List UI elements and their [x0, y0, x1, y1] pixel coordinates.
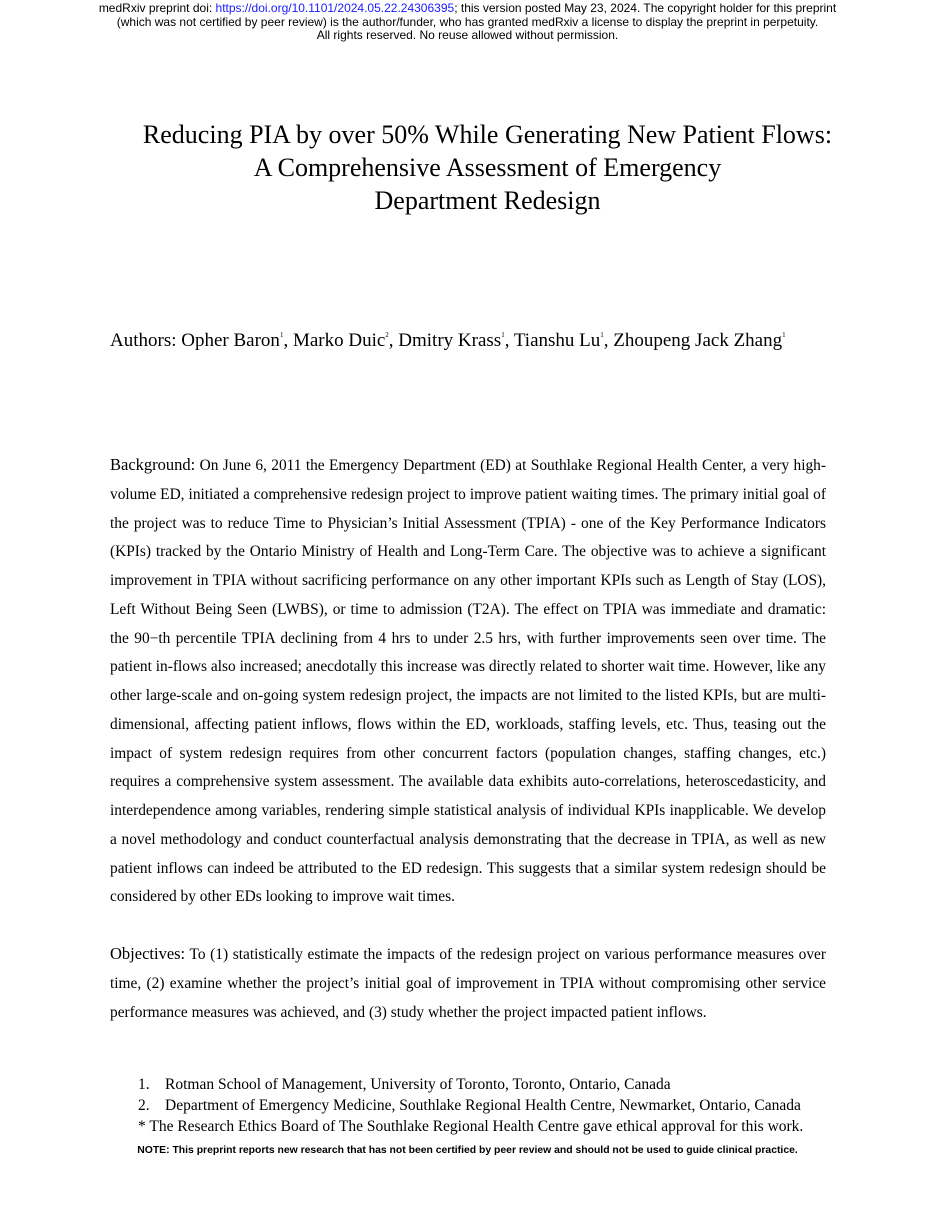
paper-title — [100, 118, 875, 217]
background-section — [110, 451, 826, 912]
ethics-note: * The Research Ethics Board of The Southlake Regional Health Centre gave ethical approval for this work. — [138, 1118, 804, 1135]
background-label: Background: — [110, 455, 196, 474]
author-name: Dmitry Krass — [398, 330, 502, 351]
author-name: Opher Baron — [181, 330, 280, 351]
affiliation-number: 2. — [138, 1097, 150, 1114]
header-line-1: medRxiv preprint doi: https://doi.org/10.1101/2024.05.22.24306395; this version posted May 23, 2024. The copyright holder for this preprint — [98, 1, 837, 15]
header-line-2: (which was not certified by peer review) is the author/funder, who has granted medRxiv a license to display the preprint in perpetuity. — [116, 14, 819, 29]
author-affiliation-mark: 2 — [385, 331, 389, 339]
affiliation-item — [138, 1095, 898, 1116]
author-list: Authors: Opher Baron$^1$, Marko Duic$^2$, Dmitry Krass$^1$, Tianshu Lu$^1$, Zhoupeng Jack Zhang$^1$ — [110, 330, 786, 351]
peer-review-notice: NOTE: This preprint reports new research that has not been certified by peer review and should not be used to guide clinical practice. — [137, 1145, 798, 1156]
author-name: Tianshu Lu — [513, 330, 601, 351]
affiliation-text: Department of Emergency Medicine, Southlake Regional Health Centre, Newmarket, Ontario, Canada — [165, 1097, 801, 1114]
objectives-section — [110, 940, 826, 1027]
affiliation-item — [138, 1074, 898, 1095]
objectives-label: Objectives: — [110, 944, 186, 963]
author-affiliation-mark: 1 — [782, 331, 786, 339]
author-name: Zhoupeng Jack Zhang — [613, 330, 783, 351]
author-name: Marko Duic — [292, 330, 386, 351]
affiliation-text: Rotman School of Management, University of Toronto, Toronto, Ontario, Canada — [165, 1076, 671, 1093]
author-affiliation-mark: 1 — [600, 331, 604, 339]
affiliation-number: 1. — [138, 1076, 150, 1093]
title-line-2: A Comprehensive Assessment of Emergency — [253, 153, 722, 182]
authors-label: Authors — [110, 330, 172, 351]
background-text: On June 6, 2011 the Emergency Department (ED) at Southlake Regional Health Center, a very high-volume ED, initiated a comprehensive redesign project to improve patient waiting times. The primary initial goal of the project was to reduce Time to Physician’s Initial Assessment (TPIA) - one of the Key Performance Indicators (KPIs) tracked by the Ontario Ministry of Health and Long-Term Care. The objective was to achieve a significant improvement in TPIA without sacrificing performance on any other important KPIs such as Length of Stay (LOS), Left Without Being Seen (LWBS), or time to admission (T2A). The effect on TPIA was immediate and dramatic: the 90−th percentile TPIA declining from 4 hrs to under 2.5 hrs, with further improvements seen over time. The patient in-flows also increased; anecdotally this increase was directly related to shorter wait time. However, like any other large-scale and on-going system redesign project, the impacts are not limited to the listed KPIs, but are multi-dimensional, affecting patient inflows, flows within the ED, workloads, staffing levels, etc. Thus, teasing out the impact of system redesign requires from other concurrent factors (population changes, staffing changes, etc.) requires a comprehensive system assessment. The available data exhibits auto-correlations, heteroscedasticity, and interdependence among variables, rendering simple statistical analysis of individual KPIs inapplicable. We develop a novel methodology and conduct counterfactual analysis demonstrating that the decrease in TPIA, as well as new patient inflows can indeed be attributed to the ED redesign. This suggests that a similar system redesign should be considered by other EDs looking to improve wait times. — [110, 457, 826, 906]
affiliations-list — [138, 1074, 898, 1137]
author-affiliation-mark: 1 — [279, 331, 284, 339]
title-line-3: Department Redesign — [374, 186, 601, 215]
title-line-1: Reducing PIA by over 50% While Generating New Patient Flows: — [142, 120, 833, 149]
doi-link[interactable]: https://doi.org/10.1101/2024.05.22.24306395 — [215, 1, 455, 15]
header-line-3: All rights reserved. No reuse allowed without permission. — [316, 28, 619, 42]
objectives-text: To (1) statistically estimate the impacts of the redesign project on various performance measures over time, (2) examine whether the project’s initial goal of improvement in TPIA without compromising other service performance measures was achieved, and (3) study whether the project impacted patient inflows. — [110, 946, 826, 1021]
author-affiliation-mark: 1 — [501, 331, 505, 339]
preprint-header — [0, 2, 935, 43]
